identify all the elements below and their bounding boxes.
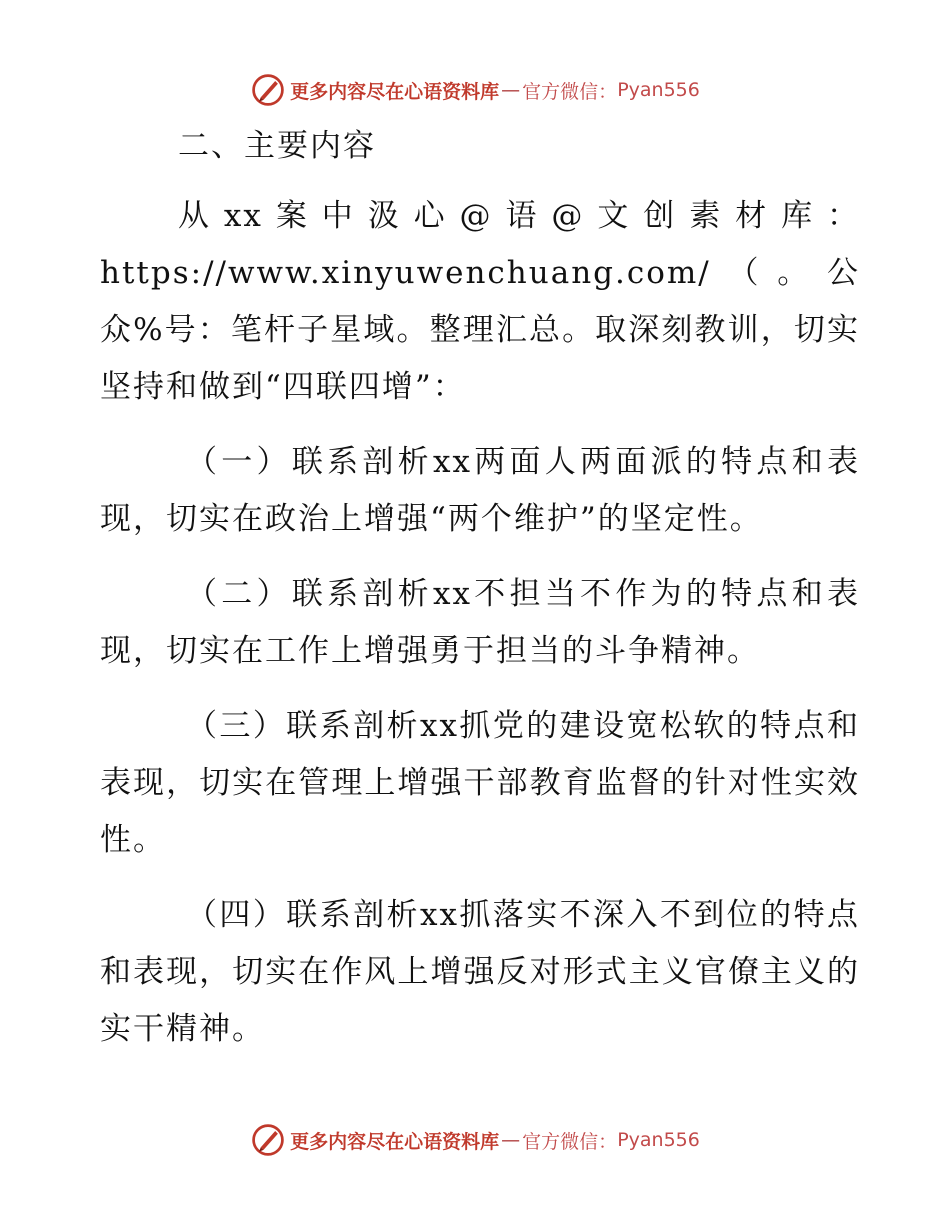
banner-separator: — [501,1129,521,1151]
banner-wechat-label: 官方微信： [522,80,618,103]
document-body [100,118,860,1058]
banner-wechat-id: Pyan556 [617,79,700,101]
banner-text: 更多内容尽在心语资料库 [290,1130,500,1153]
intro-paragraph: 从xx案中汲心@语@文创素材库：https://www.xinyuwenchuang.com/（。公众%号：笔杆子星域。整理汇总。取深刻教训，切实坚持和做到“四联四增”： [100,198,860,405]
footer-banner [0,1120,950,1160]
list-item-3: （三）联系剖析xx抓党的建设宽松软的特点和表现，切实在管理上增强干部教育监督的针对性实效性。 [100,708,860,858]
banner-separator: — [501,79,521,101]
section-heading: 二、主要内容 [178,128,376,164]
list-item-1: （一）联系剖析xx两面人两面派的特点和表现，切实在政治上增强“两个维护”的坚定性。 [100,444,860,537]
banner-wechat-id: Pyan556 [617,1129,700,1151]
pen-logo-icon [250,72,286,108]
banner-text: 更多内容尽在心语资料库 [290,80,500,103]
banner-wechat-label: 官方微信： [522,1130,618,1153]
header-banner [0,70,950,110]
pen-logo-icon [250,1122,286,1158]
list-item-2: （二）联系剖析xx不担当不作为的特点和表现，切实在工作上增强勇于担当的斗争精神。 [100,576,860,669]
list-item-4: （四）联系剖析xx抓落实不深入不到位的特点和表现，切实在作风上增强反对形式主义官僚主义的实干精神。 [100,897,860,1047]
